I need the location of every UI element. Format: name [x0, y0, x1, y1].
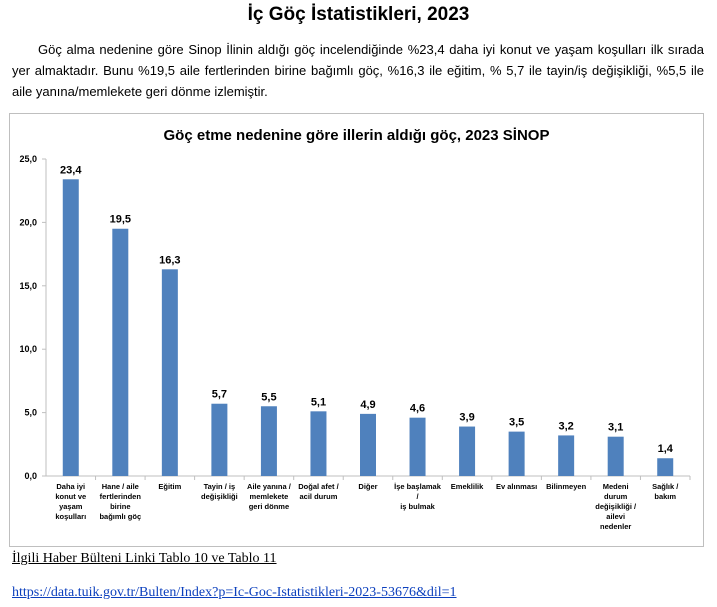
- category-label: Hane / aile fertlerinden birine bağımlı göç: [99, 482, 142, 521]
- data-label: 4,6: [409, 402, 426, 415]
- y-tick-label: 20,0: [19, 217, 37, 228]
- category-label: Tayin / iş değişikliği: [201, 482, 238, 501]
- data-label: 5,5: [261, 391, 277, 404]
- page-title: İç Göç İstatistikleri, 2023: [247, 4, 470, 25]
- bulletin-link-label: İlgili Haber Bülteni Linki Tablo 10 ve Tablo 11: [12, 551, 277, 566]
- bulletin-link[interactable]: https://data.tuik.gov.tr/Bulten/Index?p=Ic-Goc-Istatistikleri-2023-53676&dil=1: [12, 585, 457, 600]
- y-tick-label: 5,0: [24, 407, 37, 418]
- category-label: Bilinmeyen: [546, 482, 587, 491]
- category-label: Diğer: [358, 482, 378, 491]
- bar: [459, 427, 475, 476]
- data-label: 4,9: [360, 398, 376, 411]
- intro-paragraph: Göç alma nedenine göre Sinop İlinin aldığı göç incelendiğinde %23,4 daha iyi konut ve yaşam koşulları ilk sırada yer almaktadır. Bunu %19,5 aile fertlerinden birine bağımlı göç, %16,3 ile eğitim, % 5,7 ile tayin/iş değişikliği, %5,5 ile aile yanına/memlekete geri dönme izlemiştir.: [12, 42, 704, 99]
- data-label: 3,9: [459, 411, 475, 424]
- bar: [162, 269, 178, 476]
- category-label: Sağlık / bakım: [652, 482, 679, 501]
- bar: [211, 404, 227, 476]
- category-label: Medeni durum değişikliği / ailevi nedenler: [595, 482, 637, 531]
- bar: [410, 418, 426, 476]
- category-label: Eğitim: [158, 482, 182, 491]
- bar: [558, 435, 574, 476]
- data-label: 16,3: [159, 254, 181, 267]
- data-label: 1,4: [657, 443, 673, 456]
- data-label: 23,4: [60, 164, 82, 177]
- data-label: 3,2: [558, 420, 574, 433]
- data-label: 5,1: [310, 396, 327, 409]
- bar: [657, 458, 673, 476]
- bar: [261, 406, 277, 476]
- category-label: Ev alınması: [495, 482, 538, 491]
- category-label: Daha iyi konut ve yaşam koşulları: [55, 482, 87, 521]
- y-tick-label: 10,0: [19, 344, 37, 355]
- bar: [509, 432, 525, 476]
- bar: [112, 229, 128, 476]
- bar: [310, 411, 326, 476]
- bar: [608, 437, 624, 476]
- bar: [63, 179, 79, 476]
- y-tick-label: 15,0: [19, 280, 37, 291]
- data-label: 3,5: [508, 416, 525, 429]
- data-label: 5,7: [211, 388, 228, 401]
- data-label: 3,1: [608, 421, 624, 434]
- bar: [360, 414, 376, 476]
- chart-title: Göç etme nedenine göre illerin aldığı göç, 2023 SİNOP: [163, 127, 550, 144]
- category-label: Aile yanına / memlekete geri dönme: [247, 482, 291, 511]
- y-tick-label: 25,0: [19, 154, 37, 164]
- category-label: İşe başlamak / iş bulmak: [394, 482, 441, 511]
- category-label: Emeklilik: [450, 482, 484, 491]
- y-tick-label: 0,0: [24, 471, 37, 481]
- data-label: 19,5: [109, 213, 132, 226]
- category-label: Doğal afet / acil durum: [298, 482, 339, 501]
